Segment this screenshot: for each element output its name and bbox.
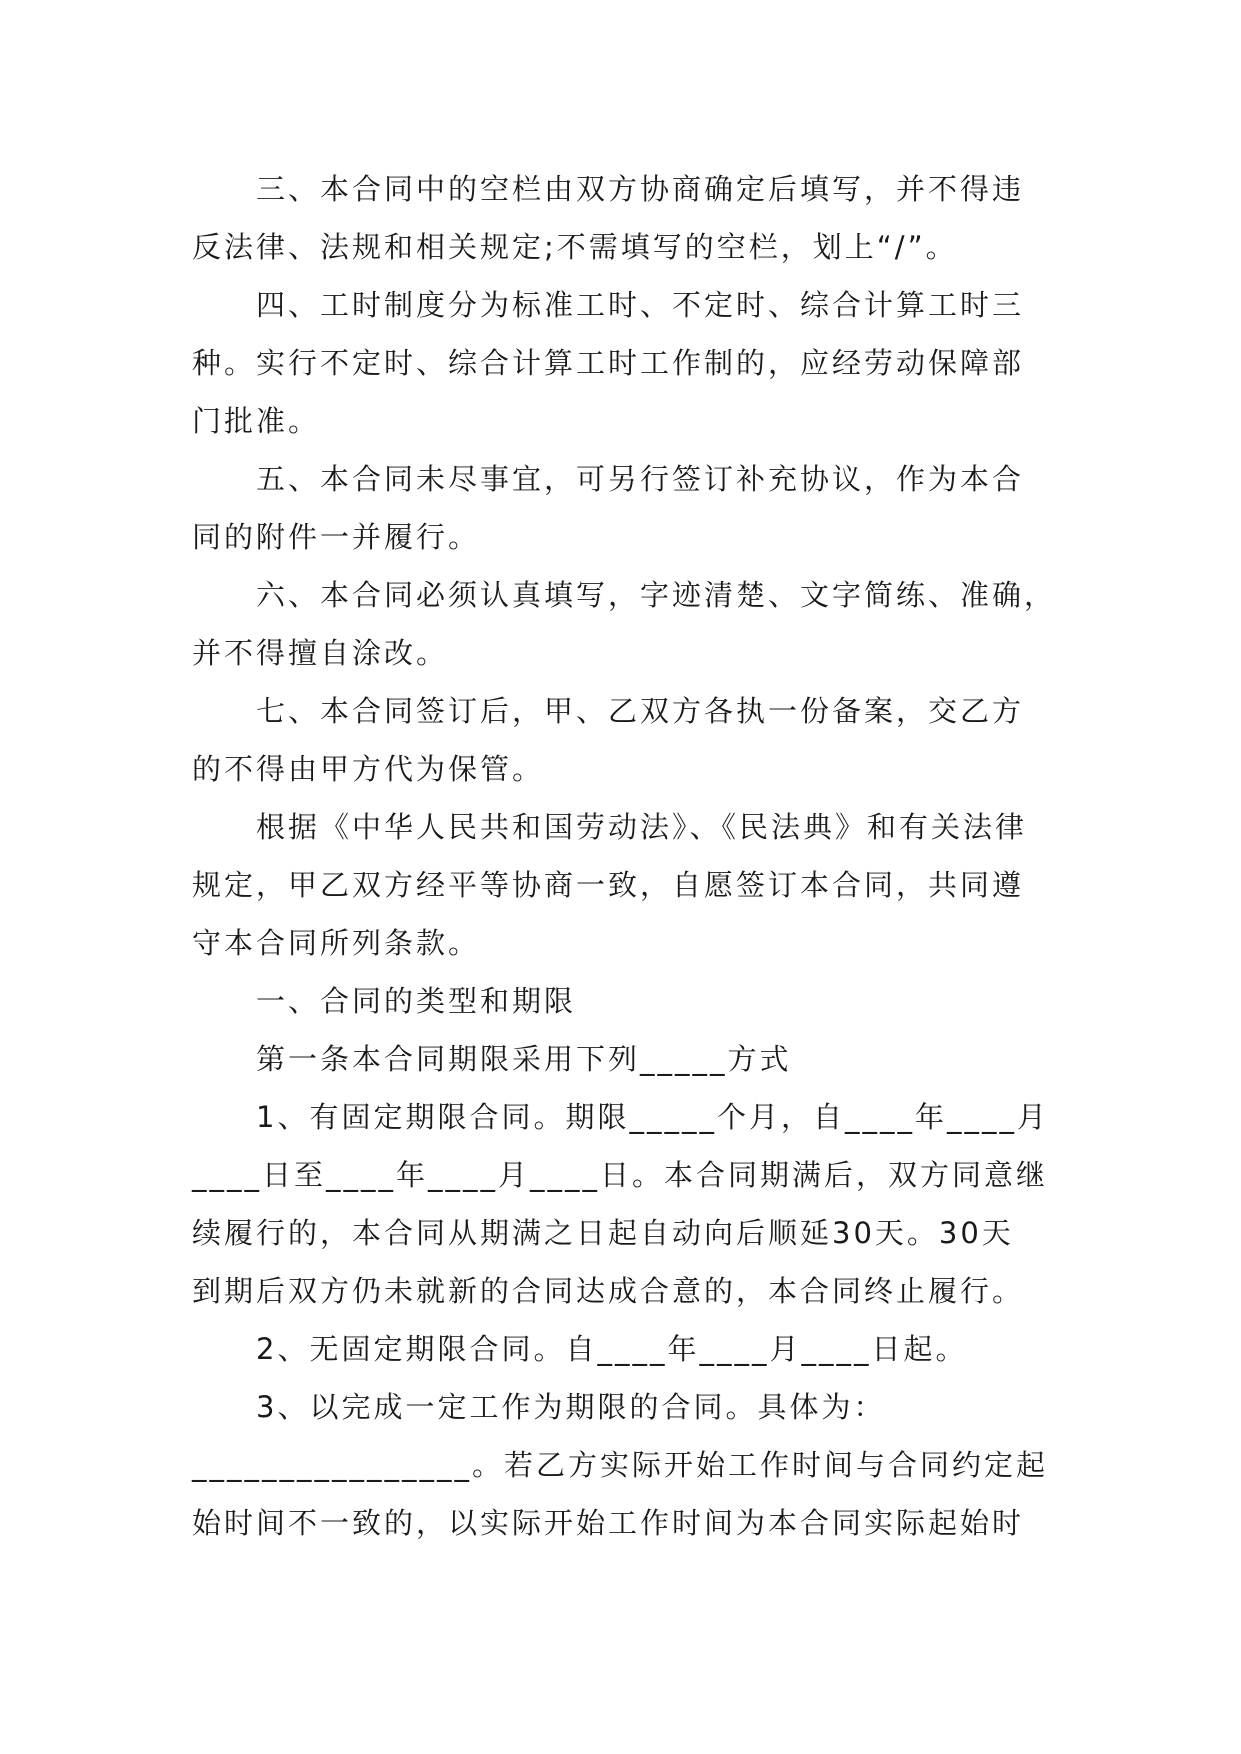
contract-text xyxy=(192,160,1057,1552)
line-1: 三、本合同中的空栏由双方协商确定后填写，并不得违 xyxy=(256,172,1025,206)
line-24: 始时间不一致的，以实际开始工作时间为本合同实际起始时 xyxy=(192,1506,1025,1540)
line-7: 同的附件一并履行。 xyxy=(192,520,481,554)
line-17: 1、有固定期限合同。期限_____个月，自____年____月 xyxy=(256,1100,1049,1134)
line-18: ____日至____年____月____日。本合同期满后，双方同意继 xyxy=(192,1158,1049,1192)
line-19: 续履行的，本合同从期满之日起自动向后顺延30天。30天 xyxy=(192,1216,1014,1250)
line-15: 一、合同的类型和期限 xyxy=(256,984,577,1018)
line-23: ________________。若乙方实际开始工作时间与合同约定起 xyxy=(192,1448,1049,1482)
line-13: 规定，甲乙双方经平等协商一致，自愿签订本合同，共同遵 xyxy=(192,868,1025,902)
line-3: 四、工时制度分为标准工时、不定时、综合计算工时三 xyxy=(256,288,1025,322)
line-11: 的不得由甲方代为保管。 xyxy=(192,752,545,786)
line-14: 守本合同所列条款。 xyxy=(192,926,481,960)
line-12: 根据《中华人民共和国劳动法》、《民法典》和有关法律 xyxy=(256,810,1028,844)
line-20: 到期后双方仍未就新的合同达成合意的，本合同终止履行。 xyxy=(192,1274,1025,1308)
line-9: 并不得擅自涂改。 xyxy=(192,636,449,670)
line-5: 门批准。 xyxy=(192,404,321,438)
line-4: 种。实行不定时、综合计算工时工作制的，应经劳动保障部 xyxy=(192,346,1025,380)
line-16: 第一条本合同期限采用下列_____方式 xyxy=(256,1042,792,1076)
line-10: 七、本合同签订后，甲、乙双方各执一份备案，交乙方 xyxy=(256,694,1025,728)
line-8: 六、本合同必须认真填写，字迹清楚、文字简练、准确， xyxy=(256,578,1057,612)
line-21: 2、无固定期限合同。自____年____月____日起。 xyxy=(256,1332,968,1366)
line-22: 3、以完成一定工作为期限的合同。具体为： xyxy=(256,1390,886,1424)
line-6: 五、本合同未尽事宜，可另行签订补充协议，作为本合 xyxy=(256,462,1025,496)
line-2: 反法律、法规和相关规定;不需填写的空栏，划上“/”。 xyxy=(192,230,958,264)
